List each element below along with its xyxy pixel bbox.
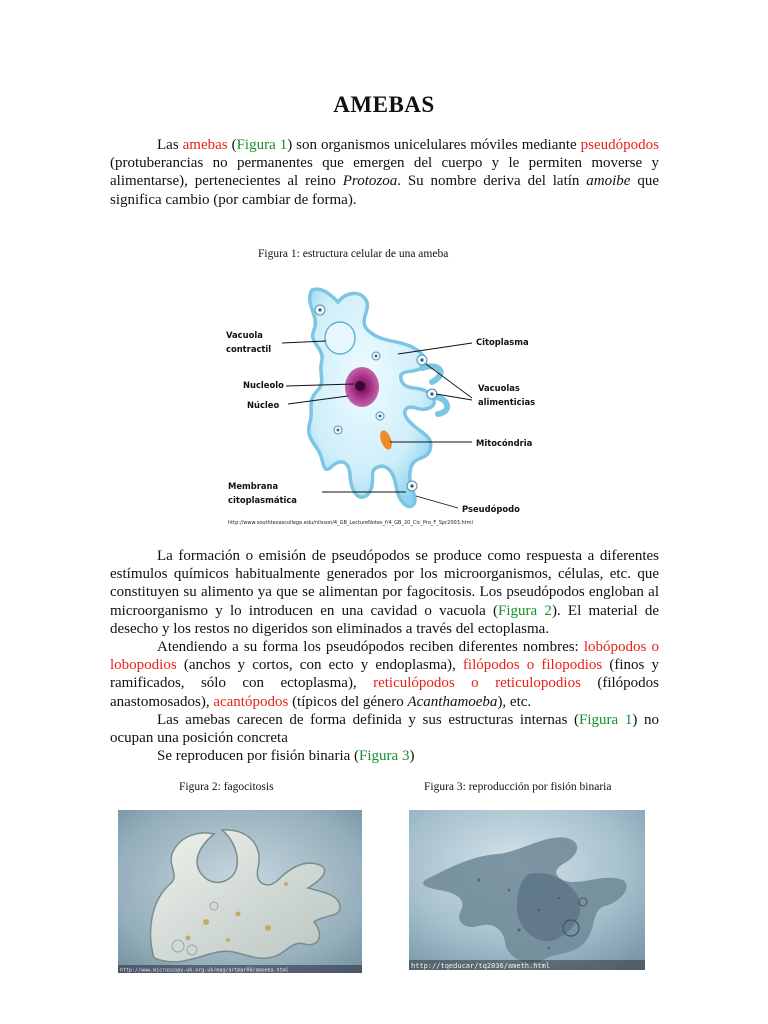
label-vacuola-contractil-2: contractil (226, 344, 272, 354)
amoeba-structure-diagram (226, 286, 542, 530)
intro-paragraph: Las amebas (Figura 1) son organismos unicelulares móviles mediante pseudópodos (protuberancias no permanentes que emergen del cuerpo y le permiten moverse y alimentarse), pertenecientes al reino Protozoa. Su nombre deriva del latín amoibe que significa cambio (por cambiar de forma). (110, 137, 659, 208)
figure-1-source-url: http://www.southtexascollege.edu/nilsson/4_GB_LectureNotes_f/4_GB_20_Cic_Pro_F_Spr2003.html (228, 520, 473, 526)
body-paragraphs (110, 547, 659, 765)
term-pseudopodos: pseudópodos (580, 137, 659, 153)
figure-1-reference-2[interactable]: Figura 1 (579, 711, 633, 728)
label-vacuola-contractil-1: Vacuola (226, 330, 263, 340)
label-membrana-1: Membrana (228, 481, 279, 491)
nucleolus (355, 381, 365, 391)
page-title: AMEBAS (333, 92, 435, 117)
paragraph-reproduccion: Se reproducen por fisión binaria (Figura 3) (157, 748, 415, 765)
phagocytosis-photo (118, 810, 362, 973)
label-nucleolo: Nucleolo (243, 380, 284, 390)
figure-2-source-url: http://www.microscopy-uk.org.uk/mag/artmar00/amoeba.html (120, 967, 289, 973)
figure-3-reference[interactable]: Figura 3 (359, 748, 410, 765)
label-pseudopodo: Pseudópodo (462, 504, 520, 514)
label-citoplasma: Citoplasma (476, 337, 529, 347)
term-acantopodos: acantópodos (213, 693, 289, 710)
figure-1-caption: Figura 1: estructura celular de una ameba (258, 248, 449, 260)
term-reticulopodos: reticulópodos o reticulopodios (373, 675, 581, 692)
paragraph-pseudopod-types: Atendiendo a su forma los pseudópodos reciben diferentes nombres: lobópodos o lobopodios (anchos y cortos, con ecto y endoplasma), filópodos o filopodios (finos y ramificados, sólo con ectoplasma), reticulópodos o reticulopodios (filópodos anastomosados), acantópodos (típicos del género Acanthamoeba), etc. (110, 639, 660, 710)
paragraph-fagocitosis: La formación o emisión de pseudópodos se produce como respuesta a diferentes estímulos químicos habitualmente generados por los microorganismos, células, etc. que constituyen su alimento ya que se alimentan por fagocitosis. Los pseudópodos engloban al microorganismo y lo introducen en una cavidad o vacuola (Figura 2). El material de desecho y los restos no digeridos son eliminados a través del ectoplasma. (110, 548, 660, 637)
figure-2-caption: Figura 2: fagocitosis (179, 781, 274, 793)
label-vacuolas-alimenticias-2: alimenticias (478, 397, 536, 407)
binary-fission-photo (409, 810, 645, 970)
figure-1-reference[interactable]: Figura 1 (236, 137, 288, 153)
figure-2-reference[interactable]: Figura 2 (498, 602, 552, 619)
paragraph-forma: Las amebas carecen de forma definida y sus estructuras internas (Figura 1) no ocupan una posición concreta (110, 711, 659, 747)
label-mitocondria: Mitocóndria (476, 438, 533, 448)
figure-3-caption: Figura 3: reproducción por fisión binaria (424, 781, 612, 793)
contractile-vacuole (325, 322, 355, 354)
label-nucleo: Núcleo (247, 400, 280, 410)
figure-3-source-url: http://tqeducar/tq2036/ameth.html (411, 962, 551, 970)
term-lobopodos: lobópodos o lobopodios (110, 639, 659, 674)
label-membrana-2: citoplasmática (228, 495, 297, 505)
term-amebas: amebas (182, 137, 228, 153)
term-filopodos: filópodos o filopodios (462, 657, 603, 674)
label-vacuolas-alimenticias-1: Vacuolas (478, 383, 520, 393)
